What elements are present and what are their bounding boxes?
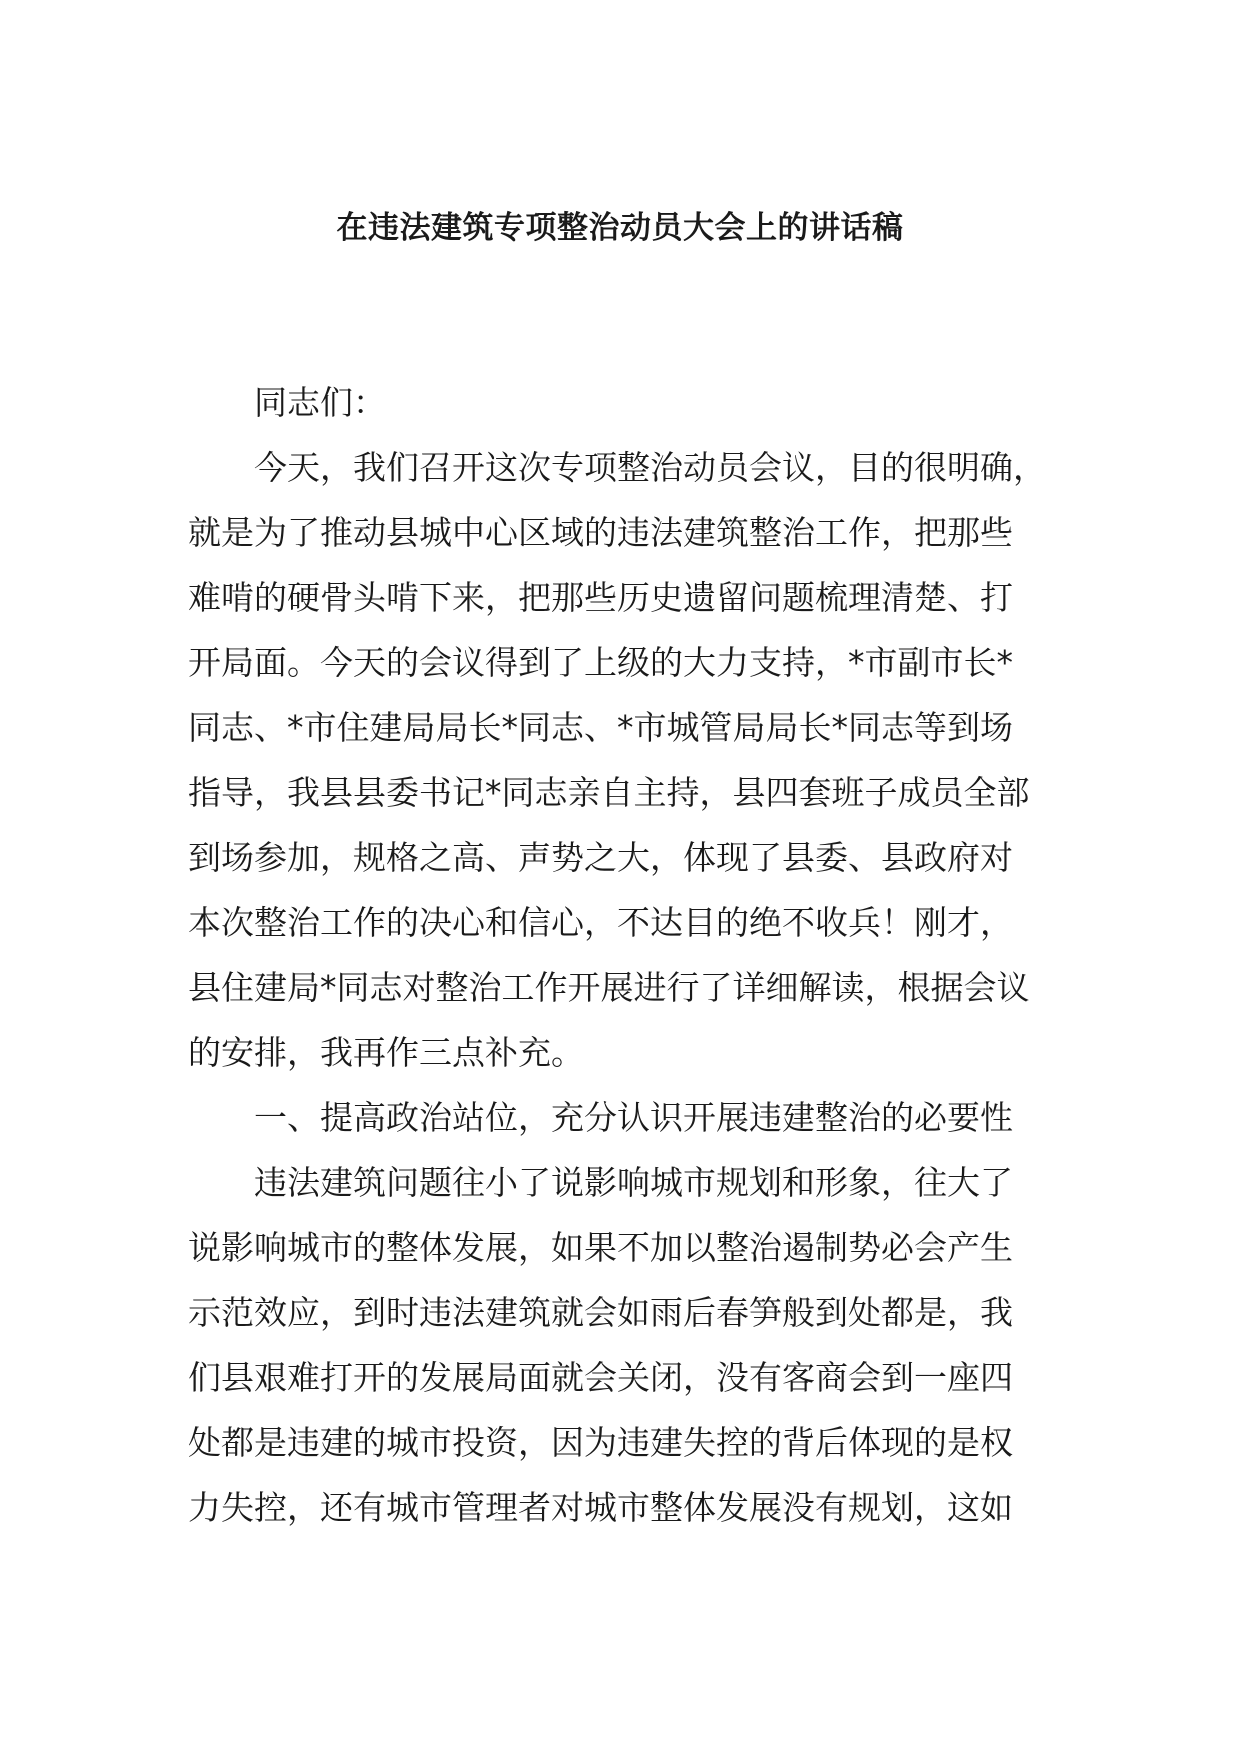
body-line: 们县艰难打开的发展局面就会关闭，没有客商会到一座四	[188, 1358, 1013, 1397]
body-line: 县住建局*同志对整治工作开展进行了详细解读，根据会议	[188, 968, 1030, 1007]
body-line: 违法建筑问题往小了说影响城市规划和形象，往大了	[254, 1163, 1013, 1202]
body-line: 就是为了推动县城中心区域的违法建筑整治工作，把那些	[188, 513, 1013, 552]
body-line: 示范效应，到时违法建筑就会如雨后春笋般到处都是，我	[188, 1293, 1013, 1332]
body-line: 处都是违建的城市投资，因为违建失控的背后体现的是权	[188, 1423, 1013, 1462]
body-line: 到场参加，规格之高、声势之大，体现了县委、县政府对	[188, 838, 1013, 877]
body-line: 指导，我县县委书记*同志亲自主持，县四套班子成员全部	[188, 773, 1030, 812]
section-heading: 一、提高政治站位，充分认识开展违建整治的必要性	[254, 1098, 1013, 1137]
body-line: 同志、*市住建局局长*同志、*市城管局局长*同志等到场	[188, 708, 1013, 747]
body-line: 的安排，我再作三点补充。	[188, 1033, 584, 1072]
body-line: 说影响城市的整体发展，如果不加以整治遏制势必会产生	[188, 1228, 1013, 1267]
body-line: 本次整治工作的决心和信心，不达目的绝不收兵！刚才，	[188, 903, 1013, 942]
body-line: 难啃的硬骨头啃下来，把那些历史遗留问题梳理清楚、打	[188, 578, 1013, 617]
body-line: 今天，我们召开这次专项整治动员会议，目的很明确，	[254, 448, 1046, 487]
body-line: 开局面。今天的会议得到了上级的大力支持，*市副市长*	[188, 643, 1013, 682]
body-line: 力失控，还有城市管理者对城市整体发展没有规划，这如	[188, 1488, 1013, 1527]
document-body	[188, 370, 1068, 1540]
body-line: 同志们：	[254, 383, 386, 422]
document-title: 在违法建筑专项整治动员大会上的讲话稿	[336, 210, 904, 246]
